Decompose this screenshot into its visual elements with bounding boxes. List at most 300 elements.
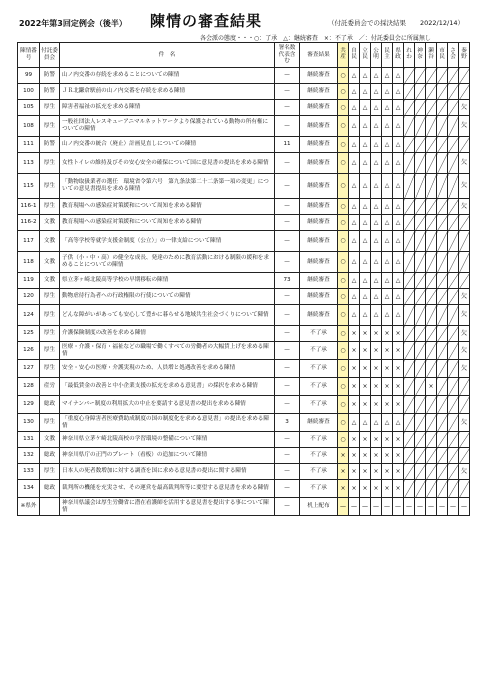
vote-not-member: [437, 305, 448, 326]
vote-cell: △: [382, 100, 393, 116]
vote-not-member: [459, 137, 470, 153]
vote-cell: △: [371, 100, 382, 116]
legend: 各会派の態度・・・○：了承 △：継続審査 ×：不了承 ／：付託委員会に所属無し: [200, 35, 431, 42]
row-num: 105: [18, 100, 40, 116]
vote-not-member: [437, 231, 448, 252]
row-result: 継続審査: [300, 305, 338, 326]
vote-cell: 欠: [459, 289, 470, 305]
table-row: [18, 116, 470, 137]
row-result: 継続審査: [300, 231, 338, 252]
vote-not-member: [426, 215, 437, 231]
vote-not-member: [437, 464, 448, 480]
vote-not-member: [437, 153, 448, 174]
vote-cell: ×: [382, 360, 393, 378]
table-row: [18, 199, 470, 215]
vote-cell: ×: [393, 378, 404, 396]
vote-not-member: [426, 396, 437, 414]
vote-not-member: [437, 414, 448, 432]
row-signatures: —: [275, 396, 300, 414]
row-committee: 厚生: [40, 289, 60, 305]
vote-not-member: [448, 231, 459, 252]
vote-cell: —: [459, 498, 470, 516]
vote-cell: ×: [371, 448, 382, 464]
vote-cell: ×: [382, 326, 393, 342]
vote-cell: ×: [371, 326, 382, 342]
vote-cell: △: [360, 100, 371, 116]
vote-cell: △: [360, 273, 371, 289]
row-signatures: —: [275, 68, 300, 84]
vote-cell: △: [382, 273, 393, 289]
vote-cell: △: [349, 414, 360, 432]
vote-not-member: [404, 84, 415, 100]
table-row: [18, 432, 470, 448]
vote-cell: △: [360, 68, 371, 84]
vote-cell: 欠: [459, 305, 470, 326]
vote-cell: △: [349, 289, 360, 305]
vote-cell: ○: [338, 84, 349, 100]
vote-cell: △: [393, 84, 404, 100]
row-title: 子供（小・中・高）の健全な成長、発達のために教育活動における制限の緩和を求めることについての陳情: [60, 252, 275, 273]
vote-cell: ×: [360, 448, 371, 464]
vote-not-member: [415, 342, 426, 360]
vote-not-member: [415, 252, 426, 273]
vote-not-member: [426, 289, 437, 305]
row-title: マイナンバー制度の利用拡大の中止を要請する意見書の提出を求める陳情: [60, 396, 275, 414]
vote-not-member: [426, 153, 437, 174]
vote-cell: ×: [371, 342, 382, 360]
row-signatures: —: [275, 215, 300, 231]
vote-not-member: [448, 326, 459, 342]
vote-cell: △: [393, 252, 404, 273]
vote-not-member: [448, 432, 459, 448]
vote-not-member: [459, 378, 470, 396]
row-signatures: —: [275, 342, 300, 360]
row-title: 神奈川県議会は厚生労働省に潜在看護師を活用する意見書を提出する事について陳情: [60, 498, 275, 516]
header-faction: 市 民: [437, 43, 448, 68]
row-signatures: —: [275, 153, 300, 174]
vote-cell: △: [349, 137, 360, 153]
vote-cell: ×: [382, 480, 393, 498]
row-num: 108: [18, 116, 40, 137]
row-title: 裁判所の機能を充実させ、その運営を最高裁判所等に要望する意見書を求める陳情: [60, 480, 275, 498]
vote-not-member: [415, 116, 426, 137]
vote-cell: ×: [360, 464, 371, 480]
row-title: 県立茅ヶ崎北陵高等学校の早期移転の陳情: [60, 273, 275, 289]
row-committee: 文教: [40, 252, 60, 273]
vote-not-member: [426, 137, 437, 153]
vote-not-member: [448, 378, 459, 396]
vote-not-member: [404, 480, 415, 498]
vote-not-member: [404, 137, 415, 153]
row-title: 介護保険制度の改善を求める陳情: [60, 326, 275, 342]
vote-cell: △: [393, 68, 404, 84]
row-title: どんな障がいがあっても安心して豊かに暮らせる地域共生社会づくりについて陳情: [60, 305, 275, 326]
row-title: 医療・介護・保育・福祉などの職場で働くすべての労働者の大幅賃上げを求める陳情: [60, 342, 275, 360]
vote-cell: △: [349, 174, 360, 199]
vote-cell: 欠: [459, 174, 470, 199]
vote-not-member: [415, 378, 426, 396]
header-date: 2022/12/14）: [420, 19, 464, 27]
table-row: [18, 289, 470, 305]
vote-cell: △: [349, 100, 360, 116]
vote-not-member: [404, 464, 415, 480]
vote-not-member: [404, 360, 415, 378]
row-num: 120: [18, 289, 40, 305]
row-committee: 産労: [40, 378, 60, 396]
vote-not-member: [426, 68, 437, 84]
vote-cell: △: [382, 289, 393, 305]
vote-not-member: [415, 464, 426, 480]
row-result: 不了承: [300, 326, 338, 342]
row-committee: 文教: [40, 231, 60, 252]
vote-cell: △: [349, 273, 360, 289]
vote-not-member: [426, 326, 437, 342]
vote-cell: △: [371, 116, 382, 137]
header-faction: 民 主: [382, 43, 393, 68]
vote-not-member: [415, 414, 426, 432]
vote-not-member: [404, 100, 415, 116]
vote-cell: ○: [338, 289, 349, 305]
vote-not-member: [426, 116, 437, 137]
row-num: 99: [18, 68, 40, 84]
row-signatures: —: [275, 174, 300, 199]
vote-not-member: [415, 360, 426, 378]
row-num: 134: [18, 480, 40, 498]
row-title: 動物虐待行為者への行政権限の行使についての陳情: [60, 289, 275, 305]
vote-not-member: [437, 116, 448, 137]
vote-cell: △: [393, 174, 404, 199]
row-num: 125: [18, 326, 40, 342]
vote-cell: △: [360, 174, 371, 199]
vote-cell: ×: [382, 432, 393, 448]
vote-not-member: [404, 432, 415, 448]
table-row: [18, 498, 470, 516]
vote-cell: △: [360, 231, 371, 252]
vote-not-member: [415, 153, 426, 174]
vote-not-member: [437, 448, 448, 464]
vote-cell: ×: [393, 464, 404, 480]
vote-cell: ×: [371, 396, 382, 414]
row-title: 「高等学校等就学支援金制度（公立）」の一律支給について陳情: [60, 231, 275, 252]
row-committee: 厚生: [40, 342, 60, 360]
header-faction: 県 政: [393, 43, 404, 68]
vote-not-member: [448, 84, 459, 100]
header-faction: 自 民: [349, 43, 360, 68]
row-num: 111: [18, 137, 40, 153]
row-result: 継続審査: [300, 116, 338, 137]
row-title: 教育現場への感染症対策緩和について周知を求める陳情: [60, 215, 275, 231]
vote-cell: △: [393, 215, 404, 231]
vote-cell: 欠: [459, 360, 470, 378]
vote-cell: ○: [338, 174, 349, 199]
row-committee: 文教: [40, 273, 60, 289]
row-num: 133: [18, 464, 40, 480]
vote-cell: △: [371, 199, 382, 215]
vote-cell: △: [360, 137, 371, 153]
vote-cell: △: [360, 305, 371, 326]
vote-not-member: [459, 432, 470, 448]
vote-cell: △: [393, 153, 404, 174]
vote-not-member: [459, 448, 470, 464]
vote-cell: ×: [349, 448, 360, 464]
row-signatures: —: [275, 378, 300, 396]
row-title: 一般社団法人レスキューアニマルネットワークより保護されている動物の所有権についての陳情: [60, 116, 275, 137]
vote-cell: △: [393, 289, 404, 305]
row-result: 継続審査: [300, 174, 338, 199]
header-faction: 神 奈: [415, 43, 426, 68]
vote-not-member: [437, 215, 448, 231]
vote-cell: △: [349, 231, 360, 252]
vote-not-member: [404, 215, 415, 231]
header-note: [328, 18, 464, 27]
vote-not-member: [415, 273, 426, 289]
vote-not-member: [426, 273, 437, 289]
vote-cell: △: [360, 199, 371, 215]
vote-cell: 欠: [459, 414, 470, 432]
vote-cell: △: [382, 414, 393, 432]
vote-cell: △: [371, 215, 382, 231]
vote-cell: △: [360, 252, 371, 273]
vote-not-member: [437, 68, 448, 84]
vote-cell: —: [371, 498, 382, 516]
row-title: ＪＲ北鎌倉駅前の山ノ内交番を存続を求める陳情: [60, 84, 275, 100]
table-row: [18, 378, 470, 396]
vote-cell: △: [360, 116, 371, 137]
vote-not-member: [448, 215, 459, 231]
table-row: [18, 84, 470, 100]
row-result: 不了承: [300, 378, 338, 396]
row-num: 119: [18, 273, 40, 289]
vote-cell: ○: [338, 342, 349, 360]
table-row: [18, 100, 470, 116]
vote-not-member: [415, 215, 426, 231]
vote-not-member: [426, 414, 437, 432]
vote-cell: ×: [360, 396, 371, 414]
header-faction: 瀬 谷: [426, 43, 437, 68]
row-signatures: —: [275, 252, 300, 273]
vote-not-member: [448, 342, 459, 360]
vote-cell: ○: [338, 199, 349, 215]
vote-not-member: [459, 480, 470, 498]
row-result: 不了承: [300, 396, 338, 414]
row-title: 山ノ内交番の存続を求めることについての陳情: [60, 68, 275, 84]
table-row: [18, 153, 470, 174]
vote-cell: ×: [349, 480, 360, 498]
row-committee: 総政: [40, 448, 60, 464]
vote-cell: ○: [338, 100, 349, 116]
row-title: 「重度心身障害者医療費助成制度の国の制度化を求める意見書」の提出を求める陳情: [60, 414, 275, 432]
row-signatures: —: [275, 464, 300, 480]
table-row: [18, 342, 470, 360]
row-result: 継続審査: [300, 100, 338, 116]
vote-cell: ○: [338, 116, 349, 137]
vote-cell: ×: [393, 448, 404, 464]
vote-cell: ×: [393, 432, 404, 448]
row-result: 不了承: [300, 360, 338, 378]
header-faction: 公 明: [371, 43, 382, 68]
vote-not-member: [415, 137, 426, 153]
vote-cell: ×: [371, 480, 382, 498]
row-num: 128: [18, 378, 40, 396]
vote-cell: —: [426, 498, 437, 516]
vote-not-member: [448, 464, 459, 480]
row-committee: 厚生: [40, 305, 60, 326]
vote-cell: ○: [338, 153, 349, 174]
vote-cell: ×: [393, 396, 404, 414]
row-committee: 防警: [40, 137, 60, 153]
vote-cell: △: [371, 174, 382, 199]
row-signatures: —: [275, 100, 300, 116]
vote-cell: ×: [393, 360, 404, 378]
vote-cell: ×: [338, 464, 349, 480]
vote-cell: ×: [349, 396, 360, 414]
vote-not-member: [404, 305, 415, 326]
row-signatures: 11: [275, 137, 300, 153]
vote-not-member: [437, 378, 448, 396]
header-faction: さ 会: [448, 43, 459, 68]
vote-cell: ×: [371, 432, 382, 448]
vote-not-member: [437, 199, 448, 215]
row-num: 115: [18, 174, 40, 199]
row-title: 障害者福祉の拡充を求める陳情: [60, 100, 275, 116]
row-signatures: —: [275, 432, 300, 448]
row-num: 131: [18, 432, 40, 448]
vote-cell: △: [371, 137, 382, 153]
header-signatures: 署名数代表含む: [275, 43, 300, 68]
vote-not-member: [404, 378, 415, 396]
vote-not-member: [404, 414, 415, 432]
row-num: 124: [18, 305, 40, 326]
row-result: 継続審査: [300, 289, 338, 305]
vote-not-member: [426, 464, 437, 480]
vote-cell: —: [448, 498, 459, 516]
vote-cell: ○: [338, 273, 349, 289]
row-signatures: —: [275, 326, 300, 342]
row-committee: 厚生: [40, 174, 60, 199]
table-row: [18, 396, 470, 414]
vote-not-member: [415, 289, 426, 305]
vote-cell: ×: [360, 378, 371, 396]
row-title: 「最低賃金の改善と中小企業支援の拡充を求める意見書」の採択を求める陳情: [60, 378, 275, 396]
row-committee: 防警: [40, 84, 60, 100]
row-committee: 厚生: [40, 326, 60, 342]
vote-not-member: [404, 68, 415, 84]
vote-cell: △: [349, 252, 360, 273]
table-row: [18, 305, 470, 326]
vote-not-member: [459, 231, 470, 252]
vote-not-member: [426, 342, 437, 360]
vote-cell: ○: [338, 252, 349, 273]
vote-cell: △: [393, 273, 404, 289]
vote-cell: △: [371, 289, 382, 305]
row-result: 不了承: [300, 432, 338, 448]
table-row: [18, 360, 470, 378]
vote-not-member: [404, 153, 415, 174]
vote-not-member: [404, 448, 415, 464]
row-signatures: —: [275, 480, 300, 498]
vote-not-member: [426, 231, 437, 252]
row-committee: 厚生: [40, 199, 60, 215]
row-committee: 厚生: [40, 100, 60, 116]
vote-not-member: [415, 68, 426, 84]
vote-not-member: [404, 273, 415, 289]
table-row: [18, 326, 470, 342]
vote-cell: △: [371, 153, 382, 174]
vote-not-member: [426, 84, 437, 100]
row-committee: 文教: [40, 432, 60, 448]
vote-not-member: [448, 252, 459, 273]
row-result: 不了承: [300, 448, 338, 464]
vote-cell: △: [393, 305, 404, 326]
vote-not-member: [404, 231, 415, 252]
vote-not-member: [404, 174, 415, 199]
row-signatures: —: [275, 231, 300, 252]
row-title: 山ノ内交番の統合（廃止）計画見直しについての陳情: [60, 137, 275, 153]
row-title: 教育現場への感染症対策緩和について周知を求める陳情: [60, 199, 275, 215]
row-signatures: —: [275, 199, 300, 215]
vote-not-member: [448, 448, 459, 464]
vote-not-member: [415, 231, 426, 252]
vote-not-member: [437, 289, 448, 305]
vote-cell: △: [360, 414, 371, 432]
vote-not-member: [448, 116, 459, 137]
row-title: 安全・安心の医療・介護実現のため、人員増と処遇改善を求める陳情: [60, 360, 275, 378]
vote-cell: 欠: [459, 326, 470, 342]
row-signatures: 73: [275, 273, 300, 289]
table-row: [18, 480, 470, 498]
vote-cell: ×: [426, 378, 437, 396]
vote-cell: △: [371, 414, 382, 432]
vote-cell: 欠: [459, 153, 470, 174]
row-signatures: 3: [275, 414, 300, 432]
vote-not-member: [426, 174, 437, 199]
table-row: [18, 414, 470, 432]
vote-cell: △: [382, 68, 393, 84]
vote-cell: —: [437, 498, 448, 516]
vote-not-member: [437, 174, 448, 199]
vote-cell: △: [360, 153, 371, 174]
vote-cell: 欠: [459, 199, 470, 215]
session-label: 2022年第3回定例会（後半）: [19, 19, 127, 28]
vote-cell: △: [382, 199, 393, 215]
row-num: 116-2: [18, 215, 40, 231]
petition-results-table: [17, 42, 470, 516]
row-result: 机上配布: [300, 498, 338, 516]
header-committee: 付託委員会: [40, 43, 60, 68]
vote-cell: ○: [338, 137, 349, 153]
vote-cell: △: [393, 414, 404, 432]
vote-cell: ○: [338, 326, 349, 342]
vote-cell: △: [382, 305, 393, 326]
vote-not-member: [448, 305, 459, 326]
vote-cell: △: [393, 137, 404, 153]
vote-not-member: [448, 174, 459, 199]
row-committee: 文教: [40, 215, 60, 231]
vote-cell: ○: [338, 360, 349, 378]
row-committee: 厚生: [40, 464, 60, 480]
row-committee: 総政: [40, 480, 60, 498]
vote-not-member: [426, 480, 437, 498]
vote-cell: ×: [360, 432, 371, 448]
vote-not-member: [404, 342, 415, 360]
vote-cell: △: [349, 116, 360, 137]
vote-not-member: [448, 273, 459, 289]
vote-cell: △: [371, 84, 382, 100]
vote-not-member: [448, 414, 459, 432]
vote-cell: △: [360, 215, 371, 231]
row-committee: 厚生: [40, 116, 60, 137]
table-row: [18, 68, 470, 84]
